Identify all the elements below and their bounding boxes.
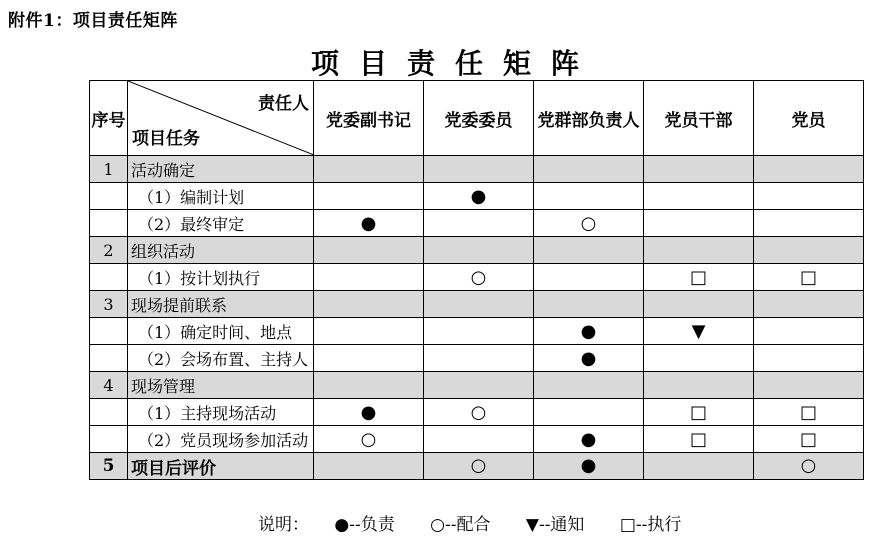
legend-item-responsible: ●--负责 <box>334 515 395 535</box>
role-cell <box>754 210 864 237</box>
role-cell <box>314 183 424 210</box>
legend-item-notify: ▼--通知 <box>525 515 585 535</box>
legend-item-cooperate: ○--配合 <box>430 515 491 535</box>
role-cell <box>424 156 534 183</box>
task-cell: （1）按计划执行 <box>128 264 314 291</box>
role-cell <box>534 183 644 210</box>
role-cell <box>314 318 424 345</box>
task-cell: （1）主持现场活动 <box>128 399 314 426</box>
role-cell <box>754 345 864 372</box>
task-cell: （1）编制计划 <box>128 183 314 210</box>
responsibility-mark: ○ <box>580 212 597 234</box>
table-row <box>90 237 864 264</box>
row-number <box>90 426 128 453</box>
responsibility-mark: ● <box>360 212 377 234</box>
role-cell <box>754 453 864 480</box>
title-char: 矩 <box>503 47 532 80</box>
table-row <box>90 183 864 210</box>
role-cell <box>644 183 754 210</box>
role-cell <box>534 399 644 426</box>
role-cell <box>754 291 864 318</box>
role-cell <box>644 291 754 318</box>
role-cell <box>534 264 644 291</box>
diagonal-header <box>128 81 314 156</box>
table-row <box>90 453 864 480</box>
role-cell <box>644 453 754 480</box>
role-cell <box>754 372 864 399</box>
role-cell <box>424 426 534 453</box>
responsibility-matrix-table <box>89 80 864 480</box>
row-number <box>90 183 128 210</box>
role-cell <box>424 345 534 372</box>
role-cell <box>314 345 424 372</box>
table-row <box>90 291 864 318</box>
task-cell: 现场提前联系 <box>128 291 314 318</box>
role-cell <box>534 453 644 480</box>
responsibility-mark: ○ <box>470 401 487 423</box>
role-cell <box>534 372 644 399</box>
role-cell <box>534 426 644 453</box>
role-cell <box>644 156 754 183</box>
table-row <box>90 399 864 426</box>
responsibility-mark: □ <box>799 428 817 450</box>
row-number: 1 <box>90 156 128 183</box>
matrix-body <box>90 156 864 480</box>
responsibility-mark: ○ <box>360 428 377 450</box>
role-cell <box>424 264 534 291</box>
role-cell <box>424 183 534 210</box>
responsibility-mark: ● <box>580 347 597 369</box>
role-cell <box>424 399 534 426</box>
role-cell <box>314 372 424 399</box>
row-number <box>90 399 128 426</box>
role-cell <box>314 399 424 426</box>
role-header: 党群部负责人 <box>534 81 644 156</box>
task-cell: （2）党员现场参加活动 <box>128 426 314 453</box>
role-header: 党员 <box>754 81 864 156</box>
role-cell <box>424 453 534 480</box>
legend-label: 说明： <box>258 515 309 535</box>
role-header: 党委委员 <box>424 81 534 156</box>
role-cell <box>314 156 424 183</box>
responsibility-mark: □ <box>799 266 817 288</box>
table-row <box>90 210 864 237</box>
table-row <box>90 318 864 345</box>
responsibility-mark: ● <box>470 185 487 207</box>
role-header: 党员干部 <box>644 81 754 156</box>
title-char: 责 <box>406 47 435 80</box>
role-cell <box>644 345 754 372</box>
legend <box>258 510 711 535</box>
role-cell <box>424 318 534 345</box>
responsibility-mark: ● <box>580 455 597 476</box>
task-header: 项目任务 <box>132 129 200 149</box>
task-cell: （2）会场布置、主持人 <box>128 345 314 372</box>
responsible-header: 责任人 <box>258 94 309 114</box>
role-cell <box>644 210 754 237</box>
role-cell <box>754 264 864 291</box>
row-number <box>90 318 128 345</box>
role-cell <box>534 291 644 318</box>
role-cell <box>424 372 534 399</box>
role-cell <box>424 291 534 318</box>
row-number: 2 <box>90 237 128 264</box>
task-cell: 组织活动 <box>128 237 314 264</box>
task-cell: 现场管理 <box>128 372 314 399</box>
responsibility-mark: ● <box>580 428 597 450</box>
task-cell: 活动确定 <box>128 156 314 183</box>
row-number <box>90 264 128 291</box>
role-cell <box>754 399 864 426</box>
role-cell <box>314 264 424 291</box>
table-row <box>90 372 864 399</box>
role-cell <box>754 237 864 264</box>
row-number <box>90 210 128 237</box>
role-cell <box>754 156 864 183</box>
responsibility-mark: □ <box>689 401 707 423</box>
role-cell <box>644 264 754 291</box>
role-cell <box>754 318 864 345</box>
role-cell <box>754 183 864 210</box>
role-cell <box>534 210 644 237</box>
role-cell <box>754 426 864 453</box>
task-cell: （2）最终审定 <box>128 210 314 237</box>
role-cell <box>424 237 534 264</box>
role-cell <box>644 399 754 426</box>
table-row <box>90 345 864 372</box>
document-title <box>0 42 890 82</box>
role-cell <box>424 210 534 237</box>
role-cell <box>534 237 644 264</box>
row-number <box>90 345 128 372</box>
role-cell <box>644 426 754 453</box>
seq-header: 序号 <box>90 81 128 156</box>
table-row <box>90 156 864 183</box>
header-row <box>90 81 864 156</box>
role-cell <box>534 318 644 345</box>
responsibility-mark: ● <box>360 401 377 423</box>
responsibility-mark: ○ <box>470 266 487 288</box>
table-row <box>90 426 864 453</box>
responsibility-mark: □ <box>689 266 707 288</box>
role-header: 党委副书记 <box>314 81 424 156</box>
role-cell <box>644 372 754 399</box>
legend-item-execute: □--执行 <box>619 515 682 535</box>
title-char: 目 <box>358 47 387 80</box>
table-row <box>90 264 864 291</box>
role-cell <box>314 426 424 453</box>
role-cell <box>314 453 424 480</box>
row-number: 4 <box>90 372 128 399</box>
task-cell: 项目后评价 <box>128 453 314 480</box>
title-char: 项 <box>310 47 339 80</box>
attachment-label: 附件1：项目责任矩阵 <box>8 11 178 31</box>
task-cell: （1）确定时间、地点 <box>128 318 314 345</box>
title-char: 任 <box>455 47 484 80</box>
role-cell <box>644 237 754 264</box>
role-cell <box>534 345 644 372</box>
role-cell <box>534 156 644 183</box>
responsibility-mark: ● <box>580 320 597 342</box>
responsibility-mark: ○ <box>470 455 487 476</box>
responsibility-mark: ○ <box>800 455 817 476</box>
row-number: 5 <box>90 453 128 480</box>
role-cell <box>314 210 424 237</box>
responsibility-mark: □ <box>689 428 707 450</box>
row-number: 3 <box>90 291 128 318</box>
responsibility-mark: ▼ <box>691 320 706 342</box>
role-cell <box>314 291 424 318</box>
title-char: 阵 <box>551 47 580 80</box>
responsibility-mark: □ <box>799 401 817 423</box>
role-cell <box>314 237 424 264</box>
role-cell <box>644 318 754 345</box>
